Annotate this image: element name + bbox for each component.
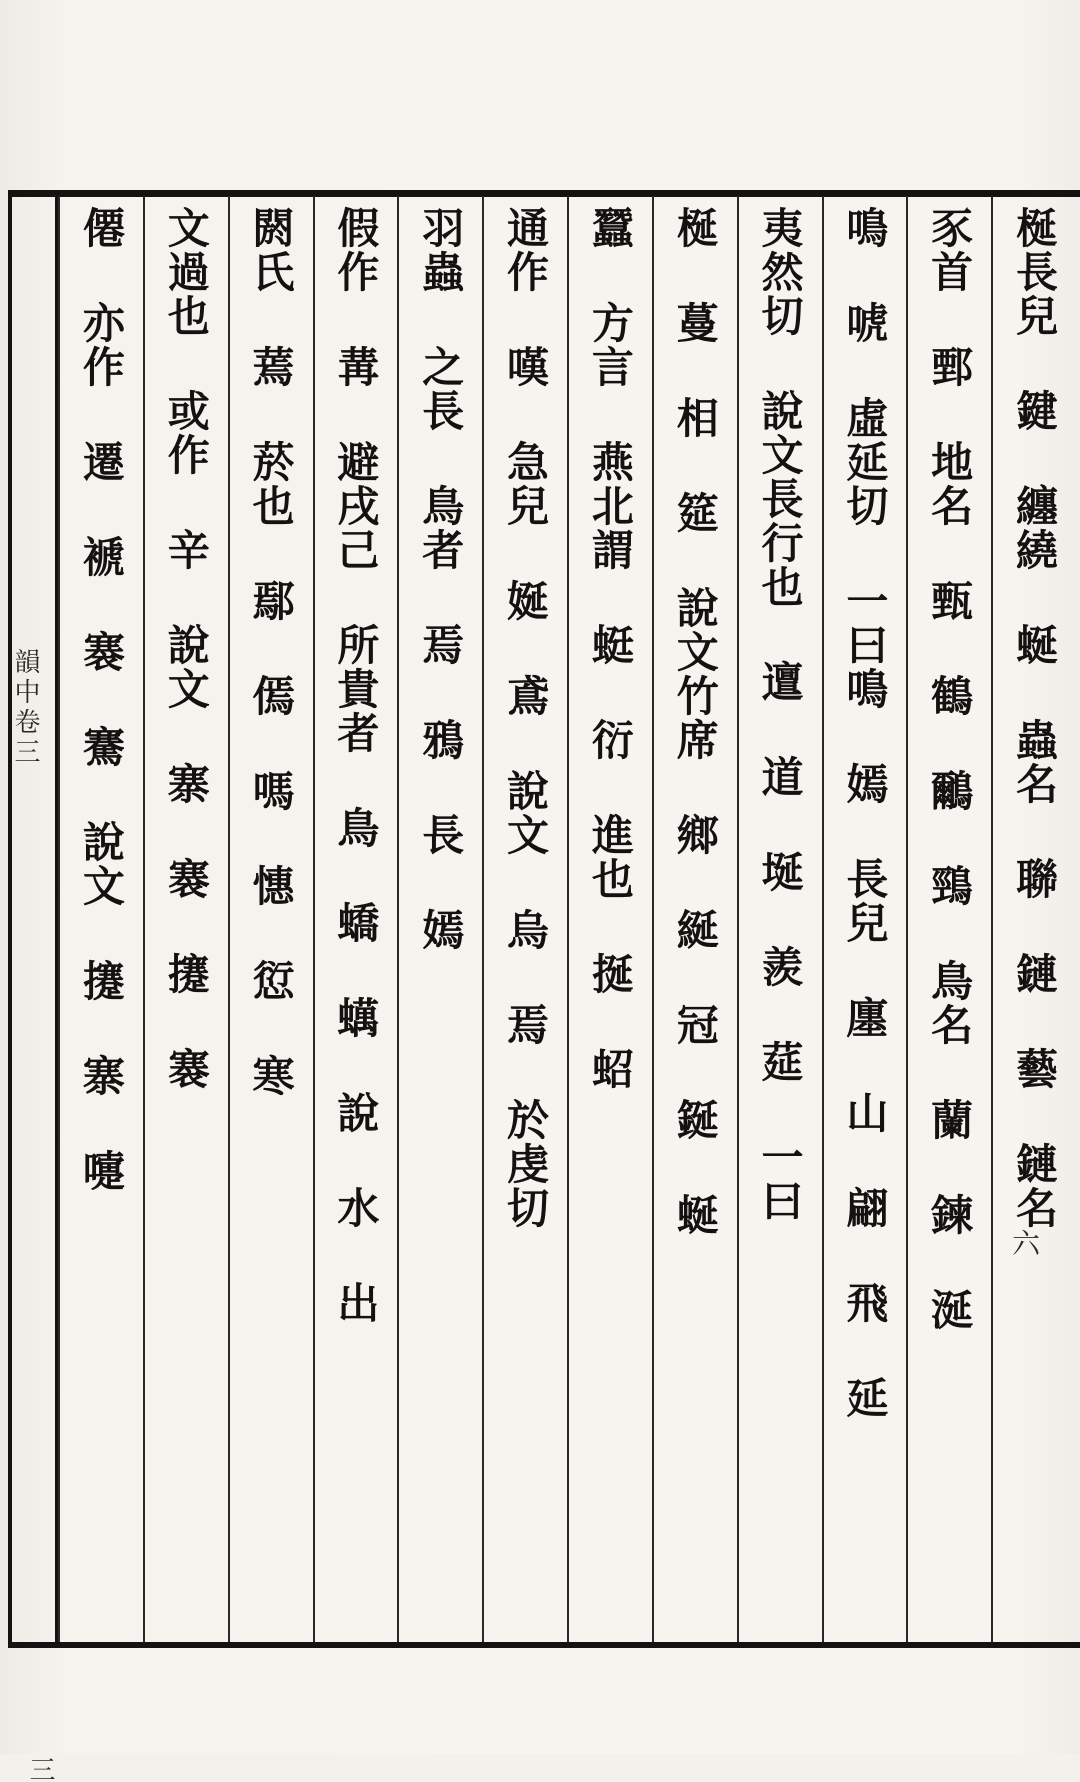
text-column-2: 豕首 鄄 地名 甄 鶴 鸍 鵛 鳥名 蘭 鍊 涎 [906, 196, 991, 1642]
text-column-3: 鳴 唬 虛延切 一曰鳴 嫣 長兒 廛 山 翩 飛 延 [822, 196, 907, 1642]
text-column-9: 假作 冓 避戌己 所貴者 鳥 蟜 蠇 說 水 出 [313, 196, 398, 1642]
page-gutter [8, 196, 58, 1782]
text-column-6: 蠶 方言 燕北謂 蜓 衍 進也 挻 蛁 [567, 196, 652, 1642]
fold-mark: 六 [1012, 1227, 1041, 1260]
text-column-7: 通作 嘆 急兒 娫 鳶 說文 烏 焉 於虔切 [482, 196, 567, 1642]
text-column-4: 夷然切 說文長行也 邅 道 埏 羨 莚 一曰 [737, 196, 822, 1642]
text-column-5: 梴 蔓 相 筵 說文竹席 鄉 綖 冠 鋋 蜒 [652, 196, 737, 1642]
margin-page-number: 三 [25, 1756, 55, 1782]
text-columns [58, 196, 1076, 1642]
text-column-12: 僊 亦作 遷 褫 褰 騫 說文 攓 寨 嚏 [58, 196, 143, 1642]
text-column-1: 梴長兒 鍵 纏繞 蜒 蟲名 聯 鏈 藝 鏈名 [991, 196, 1076, 1642]
margin-title: 韻中卷三 [10, 648, 40, 768]
text-column-10: 閼氏 蔫 菸也 鄢 傿 嗎 憓 愆 寒 [228, 196, 313, 1642]
text-column-11: 文過也 或作 辛 說文 寨 褰 攓 褰 [143, 196, 228, 1642]
text-column-8: 羽蟲 之長 鳥者 焉 鴉 長 嫣 [397, 196, 482, 1642]
